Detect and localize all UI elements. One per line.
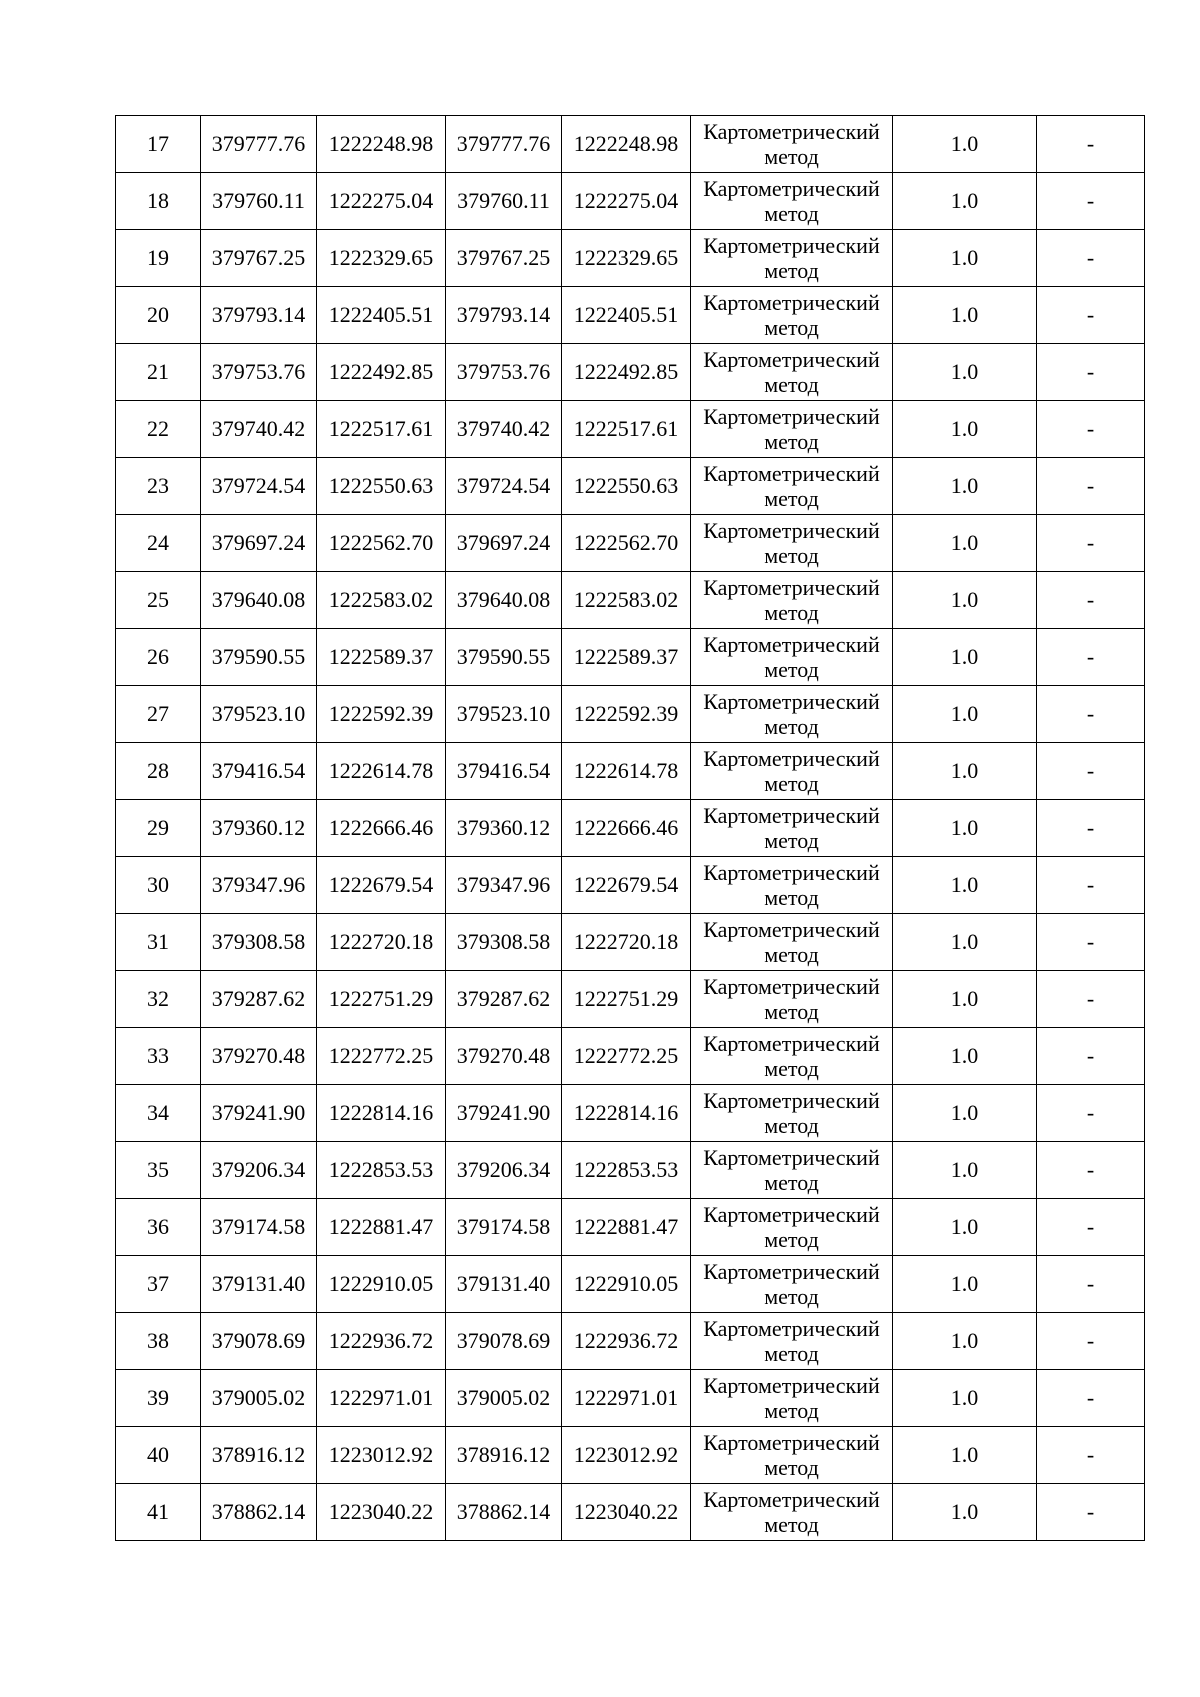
x-existing-cell: 378862.14: [201, 1484, 317, 1541]
note-cell: -: [1037, 1313, 1145, 1370]
x-existing-cell: 379174.58: [201, 1199, 317, 1256]
x-refined-cell: 379270.48: [446, 1028, 562, 1085]
point-number-cell: 27: [116, 686, 201, 743]
table-row: [116, 116, 1145, 173]
y-refined-cell: 1222517.61: [562, 401, 691, 458]
point-number-cell: 38: [116, 1313, 201, 1370]
table-row: [116, 857, 1145, 914]
method-cell: Картометрический метод: [691, 515, 893, 572]
method-cell: Картометрический метод: [691, 173, 893, 230]
note-cell: -: [1037, 1370, 1145, 1427]
x-existing-cell: 379308.58: [201, 914, 317, 971]
point-number-cell: 22: [116, 401, 201, 458]
note-cell: -: [1037, 1085, 1145, 1142]
x-refined-cell: 379740.42: [446, 401, 562, 458]
x-refined-cell: 379793.14: [446, 287, 562, 344]
method-cell: Картометрический метод: [691, 1085, 893, 1142]
x-refined-cell: 379078.69: [446, 1313, 562, 1370]
method-cell: Картометрический метод: [691, 1484, 893, 1541]
x-existing-cell: 379793.14: [201, 287, 317, 344]
y-existing-cell: 1222679.54: [317, 857, 446, 914]
table-row: [116, 800, 1145, 857]
x-refined-cell: 379174.58: [446, 1199, 562, 1256]
point-number-cell: 26: [116, 629, 201, 686]
y-existing-cell: 1222720.18: [317, 914, 446, 971]
method-cell: Картометрический метод: [691, 971, 893, 1028]
table-row: [116, 914, 1145, 971]
x-existing-cell: 379078.69: [201, 1313, 317, 1370]
x-existing-cell: 379697.24: [201, 515, 317, 572]
y-refined-cell: 1222492.85: [562, 344, 691, 401]
table-row: [116, 173, 1145, 230]
x-existing-cell: 379416.54: [201, 743, 317, 800]
accuracy-cell: 1.0: [893, 344, 1037, 401]
y-existing-cell: 1222751.29: [317, 971, 446, 1028]
accuracy-cell: 1.0: [893, 629, 1037, 686]
x-refined-cell: 379724.54: [446, 458, 562, 515]
x-refined-cell: 379590.55: [446, 629, 562, 686]
x-existing-cell: 379005.02: [201, 1370, 317, 1427]
y-refined-cell: 1222971.01: [562, 1370, 691, 1427]
table-row: [116, 1256, 1145, 1313]
y-refined-cell: 1222275.04: [562, 173, 691, 230]
x-refined-cell: 379523.10: [446, 686, 562, 743]
accuracy-cell: 1.0: [893, 1199, 1037, 1256]
x-refined-cell: 379753.76: [446, 344, 562, 401]
table-row: [116, 1313, 1145, 1370]
accuracy-cell: 1.0: [893, 971, 1037, 1028]
x-existing-cell: 379724.54: [201, 458, 317, 515]
y-existing-cell: 1222405.51: [317, 287, 446, 344]
y-existing-cell: 1222614.78: [317, 743, 446, 800]
note-cell: -: [1037, 1199, 1145, 1256]
y-refined-cell: 1222592.39: [562, 686, 691, 743]
y-refined-cell: 1222720.18: [562, 914, 691, 971]
method-cell: Картометрический метод: [691, 1370, 893, 1427]
x-refined-cell: 379005.02: [446, 1370, 562, 1427]
y-existing-cell: 1222772.25: [317, 1028, 446, 1085]
x-refined-cell: 379241.90: [446, 1085, 562, 1142]
note-cell: -: [1037, 230, 1145, 287]
y-existing-cell: 1222492.85: [317, 344, 446, 401]
accuracy-cell: 1.0: [893, 572, 1037, 629]
y-refined-cell: 1222614.78: [562, 743, 691, 800]
y-refined-cell: 1222936.72: [562, 1313, 691, 1370]
point-number-cell: 36: [116, 1199, 201, 1256]
y-refined-cell: 1222550.63: [562, 458, 691, 515]
table-row: [116, 743, 1145, 800]
point-number-cell: 40: [116, 1427, 201, 1484]
note-cell: -: [1037, 857, 1145, 914]
method-cell: Картометрический метод: [691, 914, 893, 971]
method-cell: Картометрический метод: [691, 1427, 893, 1484]
accuracy-cell: 1.0: [893, 515, 1037, 572]
y-existing-cell: 1222550.63: [317, 458, 446, 515]
y-existing-cell: 1222910.05: [317, 1256, 446, 1313]
x-refined-cell: 379347.96: [446, 857, 562, 914]
point-number-cell: 20: [116, 287, 201, 344]
method-cell: Картометрический метод: [691, 458, 893, 515]
y-refined-cell: 1222562.70: [562, 515, 691, 572]
y-refined-cell: 1222248.98: [562, 116, 691, 173]
note-cell: -: [1037, 1142, 1145, 1199]
point-number-cell: 28: [116, 743, 201, 800]
x-refined-cell: 379777.76: [446, 116, 562, 173]
note-cell: -: [1037, 572, 1145, 629]
method-cell: Картометрический метод: [691, 1313, 893, 1370]
y-refined-cell: 1222405.51: [562, 287, 691, 344]
point-number-cell: 25: [116, 572, 201, 629]
y-refined-cell: 1222814.16: [562, 1085, 691, 1142]
table-row: [116, 1427, 1145, 1484]
table-row: [116, 1199, 1145, 1256]
y-refined-cell: 1222666.46: [562, 800, 691, 857]
x-refined-cell: 379360.12: [446, 800, 562, 857]
y-refined-cell: 1222589.37: [562, 629, 691, 686]
point-number-cell: 41: [116, 1484, 201, 1541]
table-row: [116, 686, 1145, 743]
table-row: [116, 401, 1145, 458]
table-row: [116, 572, 1145, 629]
note-cell: -: [1037, 287, 1145, 344]
accuracy-cell: 1.0: [893, 914, 1037, 971]
table-row: [116, 458, 1145, 515]
accuracy-cell: 1.0: [893, 1142, 1037, 1199]
accuracy-cell: 1.0: [893, 1085, 1037, 1142]
accuracy-cell: 1.0: [893, 686, 1037, 743]
accuracy-cell: 1.0: [893, 401, 1037, 458]
y-refined-cell: 1222853.53: [562, 1142, 691, 1199]
x-refined-cell: 379206.34: [446, 1142, 562, 1199]
y-refined-cell: 1223012.92: [562, 1427, 691, 1484]
method-cell: Картометрический метод: [691, 344, 893, 401]
point-number-cell: 32: [116, 971, 201, 1028]
note-cell: -: [1037, 629, 1145, 686]
table-row: [116, 1085, 1145, 1142]
method-cell: Картометрический метод: [691, 1028, 893, 1085]
point-number-cell: 34: [116, 1085, 201, 1142]
y-refined-cell: 1222881.47: [562, 1199, 691, 1256]
y-existing-cell: 1223040.22: [317, 1484, 446, 1541]
x-existing-cell: 379206.34: [201, 1142, 317, 1199]
point-number-cell: 33: [116, 1028, 201, 1085]
method-cell: Картометрический метод: [691, 1256, 893, 1313]
y-existing-cell: 1222936.72: [317, 1313, 446, 1370]
table-row: [116, 1142, 1145, 1199]
method-cell: Картометрический метод: [691, 1199, 893, 1256]
note-cell: -: [1037, 1427, 1145, 1484]
x-existing-cell: 379590.55: [201, 629, 317, 686]
note-cell: -: [1037, 1484, 1145, 1541]
point-number-cell: 17: [116, 116, 201, 173]
point-number-cell: 37: [116, 1256, 201, 1313]
method-cell: Картометрический метод: [691, 800, 893, 857]
table-row: [116, 629, 1145, 686]
y-refined-cell: 1222772.25: [562, 1028, 691, 1085]
accuracy-cell: 1.0: [893, 1313, 1037, 1370]
note-cell: -: [1037, 1028, 1145, 1085]
y-refined-cell: 1222910.05: [562, 1256, 691, 1313]
point-number-cell: 31: [116, 914, 201, 971]
table-row: [116, 287, 1145, 344]
y-existing-cell: 1222517.61: [317, 401, 446, 458]
x-refined-cell: 379767.25: [446, 230, 562, 287]
note-cell: -: [1037, 1256, 1145, 1313]
x-existing-cell: 379760.11: [201, 173, 317, 230]
x-existing-cell: 379777.76: [201, 116, 317, 173]
x-existing-cell: 379523.10: [201, 686, 317, 743]
y-refined-cell: 1222679.54: [562, 857, 691, 914]
y-existing-cell: 1222971.01: [317, 1370, 446, 1427]
x-existing-cell: 379753.76: [201, 344, 317, 401]
accuracy-cell: 1.0: [893, 116, 1037, 173]
accuracy-cell: 1.0: [893, 458, 1037, 515]
table-row: [116, 230, 1145, 287]
accuracy-cell: 1.0: [893, 1256, 1037, 1313]
point-number-cell: 23: [116, 458, 201, 515]
note-cell: -: [1037, 743, 1145, 800]
x-refined-cell: 379287.62: [446, 971, 562, 1028]
y-existing-cell: 1223012.92: [317, 1427, 446, 1484]
x-existing-cell: 379360.12: [201, 800, 317, 857]
x-refined-cell: 379697.24: [446, 515, 562, 572]
table-row: [116, 515, 1145, 572]
point-number-cell: 18: [116, 173, 201, 230]
accuracy-cell: 1.0: [893, 1370, 1037, 1427]
x-existing-cell: 379241.90: [201, 1085, 317, 1142]
accuracy-cell: 1.0: [893, 230, 1037, 287]
accuracy-cell: 1.0: [893, 857, 1037, 914]
note-cell: -: [1037, 515, 1145, 572]
table-row: [116, 1370, 1145, 1427]
method-cell: Картометрический метод: [691, 629, 893, 686]
accuracy-cell: 1.0: [893, 743, 1037, 800]
point-number-cell: 19: [116, 230, 201, 287]
note-cell: -: [1037, 401, 1145, 458]
x-existing-cell: 379347.96: [201, 857, 317, 914]
table-body: [116, 116, 1145, 1541]
x-existing-cell: 379287.62: [201, 971, 317, 1028]
y-existing-cell: 1222592.39: [317, 686, 446, 743]
y-existing-cell: 1222562.70: [317, 515, 446, 572]
x-existing-cell: 379767.25: [201, 230, 317, 287]
method-cell: Картометрический метод: [691, 857, 893, 914]
x-refined-cell: 379416.54: [446, 743, 562, 800]
x-existing-cell: 379640.08: [201, 572, 317, 629]
method-cell: Картометрический метод: [691, 401, 893, 458]
point-number-cell: 30: [116, 857, 201, 914]
x-existing-cell: 379131.40: [201, 1256, 317, 1313]
point-number-cell: 35: [116, 1142, 201, 1199]
y-existing-cell: 1222814.16: [317, 1085, 446, 1142]
method-cell: Картометрический метод: [691, 686, 893, 743]
method-cell: Картометрический метод: [691, 1142, 893, 1199]
y-existing-cell: 1222666.46: [317, 800, 446, 857]
x-refined-cell: 378862.14: [446, 1484, 562, 1541]
y-refined-cell: 1222583.02: [562, 572, 691, 629]
point-number-cell: 29: [116, 800, 201, 857]
method-cell: Картометрический метод: [691, 116, 893, 173]
y-existing-cell: 1222275.04: [317, 173, 446, 230]
accuracy-cell: 1.0: [893, 1028, 1037, 1085]
point-number-cell: 24: [116, 515, 201, 572]
y-existing-cell: 1222329.65: [317, 230, 446, 287]
accuracy-cell: 1.0: [893, 1484, 1037, 1541]
x-existing-cell: 378916.12: [201, 1427, 317, 1484]
x-existing-cell: 379740.42: [201, 401, 317, 458]
y-existing-cell: 1222881.47: [317, 1199, 446, 1256]
note-cell: -: [1037, 344, 1145, 401]
y-existing-cell: 1222583.02: [317, 572, 446, 629]
x-refined-cell: 378916.12: [446, 1427, 562, 1484]
accuracy-cell: 1.0: [893, 287, 1037, 344]
accuracy-cell: 1.0: [893, 800, 1037, 857]
accuracy-cell: 1.0: [893, 1427, 1037, 1484]
point-number-cell: 21: [116, 344, 201, 401]
table-row: [116, 1028, 1145, 1085]
method-cell: Картометрический метод: [691, 230, 893, 287]
y-existing-cell: 1222589.37: [317, 629, 446, 686]
table-row: [116, 1484, 1145, 1541]
note-cell: -: [1037, 800, 1145, 857]
x-refined-cell: 379308.58: [446, 914, 562, 971]
method-cell: Картометрический метод: [691, 287, 893, 344]
method-cell: Картометрический метод: [691, 743, 893, 800]
y-refined-cell: 1222751.29: [562, 971, 691, 1028]
table-row: [116, 344, 1145, 401]
note-cell: -: [1037, 458, 1145, 515]
x-existing-cell: 379270.48: [201, 1028, 317, 1085]
coordinates-table: [115, 115, 1145, 1541]
method-cell: Картометрический метод: [691, 572, 893, 629]
note-cell: -: [1037, 686, 1145, 743]
point-number-cell: 39: [116, 1370, 201, 1427]
note-cell: -: [1037, 971, 1145, 1028]
y-existing-cell: 1222853.53: [317, 1142, 446, 1199]
note-cell: -: [1037, 914, 1145, 971]
y-refined-cell: 1223040.22: [562, 1484, 691, 1541]
x-refined-cell: 379760.11: [446, 173, 562, 230]
y-refined-cell: 1222329.65: [562, 230, 691, 287]
x-refined-cell: 379640.08: [446, 572, 562, 629]
x-refined-cell: 379131.40: [446, 1256, 562, 1313]
y-existing-cell: 1222248.98: [317, 116, 446, 173]
table-row: [116, 971, 1145, 1028]
note-cell: -: [1037, 116, 1145, 173]
accuracy-cell: 1.0: [893, 173, 1037, 230]
note-cell: -: [1037, 173, 1145, 230]
